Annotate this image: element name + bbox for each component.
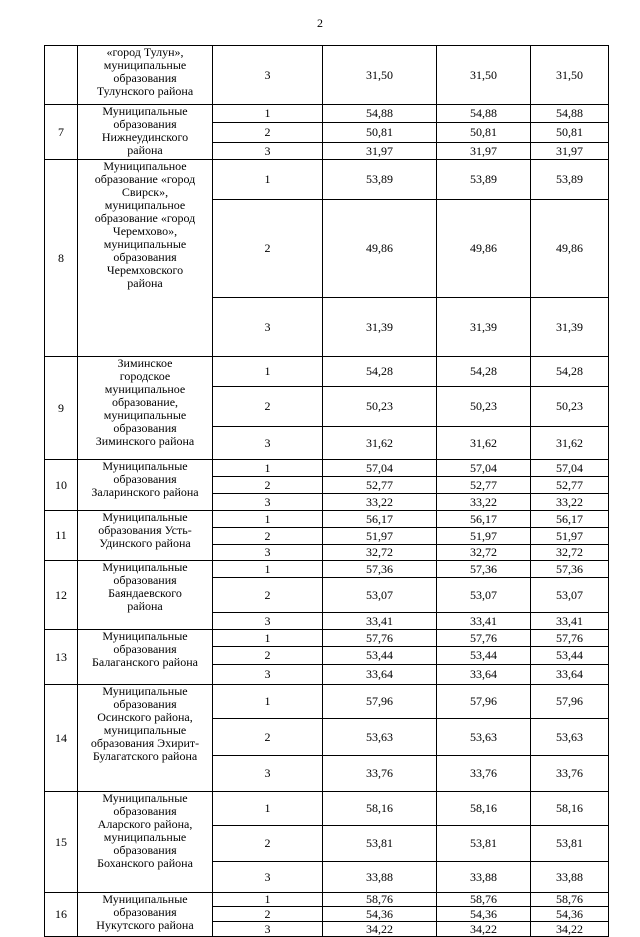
table-row — [45, 893, 609, 907]
value-cell-1: 50,23 — [323, 387, 437, 427]
value-cell-2: 53,81 — [437, 826, 531, 862]
value-cell-3: 49,86 — [531, 200, 609, 298]
value-cell-1: 51,97 — [323, 528, 437, 545]
value-cell-2: 34,22 — [437, 922, 531, 937]
value-cell-1: 49,86 — [323, 200, 437, 298]
zone-cell: 3 — [213, 143, 323, 160]
value-cell-3: 33,41 — [531, 613, 609, 630]
municipality-name: Муниципальные образования Усть- Удинского района — [78, 511, 213, 561]
row-number: 13 — [45, 630, 78, 685]
value-cell-1: 33,64 — [323, 665, 437, 685]
value-cell-1: 57,04 — [323, 460, 437, 477]
value-cell-3: 51,97 — [531, 528, 609, 545]
row-number: 11 — [45, 511, 78, 561]
table-body — [45, 46, 609, 937]
value-cell-3: 57,96 — [531, 685, 609, 719]
value-cell-2: 33,41 — [437, 613, 531, 630]
value-cell-1: 31,97 — [323, 143, 437, 160]
zone-cell: 3 — [213, 298, 323, 357]
value-cell-2: 50,81 — [437, 123, 531, 143]
zone-cell: 3 — [213, 862, 323, 893]
value-cell-3: 54,88 — [531, 105, 609, 123]
municipality-name: Муниципальные образования Аларского района, муниципальные образования Боханского района — [78, 792, 213, 893]
value-cell-2: 53,07 — [437, 578, 531, 613]
row-number — [45, 46, 78, 105]
value-cell-3: 53,07 — [531, 578, 609, 613]
value-cell-3: 32,72 — [531, 545, 609, 561]
value-cell-1: 34,22 — [323, 922, 437, 937]
value-cell-3: 31,50 — [531, 46, 609, 105]
zone-cell: 3 — [213, 545, 323, 561]
row-number: 12 — [45, 561, 78, 630]
value-cell-3: 57,76 — [531, 630, 609, 647]
value-cell-3: 53,44 — [531, 647, 609, 665]
value-cell-2: 53,63 — [437, 719, 531, 756]
value-cell-1: 58,76 — [323, 893, 437, 907]
value-cell-1: 54,28 — [323, 357, 437, 387]
value-cell-2: 51,97 — [437, 528, 531, 545]
value-cell-2: 52,77 — [437, 477, 531, 494]
zone-cell: 1 — [213, 460, 323, 477]
municipality-name: «город Тулун», муниципальные образования Тулунского района — [78, 46, 213, 105]
zone-cell: 3 — [213, 46, 323, 105]
municipality-name: Муниципальные образования Заларинского района — [78, 460, 213, 511]
value-cell-1: 32,72 — [323, 545, 437, 561]
zone-cell: 3 — [213, 427, 323, 460]
zone-cell: 2 — [213, 719, 323, 756]
table-row — [45, 561, 609, 578]
value-cell-2: 50,23 — [437, 387, 531, 427]
municipality-name: Муниципальные образования Осинского района, муниципальные образования Эхирит- Булагатского района — [78, 685, 213, 792]
zone-cell: 1 — [213, 357, 323, 387]
value-cell-2: 33,76 — [437, 756, 531, 792]
value-cell-2: 33,88 — [437, 862, 531, 893]
value-cell-3: 50,23 — [531, 387, 609, 427]
municipality-name: Муниципальные образования Баяндаевского района — [78, 561, 213, 630]
table-row — [45, 792, 609, 826]
zone-cell: 2 — [213, 647, 323, 665]
value-cell-3: 58,76 — [531, 893, 609, 907]
value-cell-1: 53,81 — [323, 826, 437, 862]
value-cell-3: 57,36 — [531, 561, 609, 578]
row-number: 16 — [45, 893, 78, 937]
value-cell-1: 58,16 — [323, 792, 437, 826]
table-row — [45, 630, 609, 647]
value-cell-2: 32,72 — [437, 545, 531, 561]
value-cell-2: 53,89 — [437, 160, 531, 200]
value-cell-3: 53,89 — [531, 160, 609, 200]
table-row — [45, 160, 609, 200]
value-cell-3: 33,88 — [531, 862, 609, 893]
value-cell-1: 53,07 — [323, 578, 437, 613]
value-cell-1: 33,76 — [323, 756, 437, 792]
value-cell-1: 33,41 — [323, 613, 437, 630]
value-cell-2: 58,16 — [437, 792, 531, 826]
value-cell-2: 54,36 — [437, 907, 531, 922]
municipality-name: Муниципальное образование «город Свирск», муниципальное образование «город Черемхово», муниципальные образования Черемховского района — [78, 160, 213, 357]
zone-cell: 3 — [213, 665, 323, 685]
value-cell-3: 58,16 — [531, 792, 609, 826]
value-cell-1: 31,50 — [323, 46, 437, 105]
municipality-name: Муниципальные образования Нижнеудинского района — [78, 105, 213, 160]
value-cell-2: 31,50 — [437, 46, 531, 105]
value-cell-2: 56,17 — [437, 511, 531, 528]
zone-cell: 1 — [213, 792, 323, 826]
zone-cell: 2 — [213, 477, 323, 494]
value-cell-1: 31,39 — [323, 298, 437, 357]
value-cell-3: 31,62 — [531, 427, 609, 460]
municipality-name: Зиминское городское муниципальное образование, муниципальные образования Зиминского района — [78, 357, 213, 460]
value-cell-2: 53,44 — [437, 647, 531, 665]
value-cell-2: 58,76 — [437, 893, 531, 907]
value-cell-2: 57,96 — [437, 685, 531, 719]
tariff-table — [44, 45, 609, 937]
value-cell-1: 57,96 — [323, 685, 437, 719]
zone-cell: 3 — [213, 756, 323, 792]
value-cell-3: 53,63 — [531, 719, 609, 756]
row-number: 8 — [45, 160, 78, 357]
value-cell-3: 54,36 — [531, 907, 609, 922]
value-cell-2: 57,76 — [437, 630, 531, 647]
value-cell-3: 54,28 — [531, 357, 609, 387]
value-cell-1: 31,62 — [323, 427, 437, 460]
value-cell-1: 56,17 — [323, 511, 437, 528]
value-cell-3: 31,97 — [531, 143, 609, 160]
zone-cell: 2 — [213, 528, 323, 545]
value-cell-3: 56,17 — [531, 511, 609, 528]
value-cell-1: 54,88 — [323, 105, 437, 123]
page-number: 2 — [317, 16, 323, 30]
table-row — [45, 511, 609, 528]
table-row — [45, 685, 609, 719]
zone-cell: 1 — [213, 630, 323, 647]
zone-cell: 1 — [213, 561, 323, 578]
value-cell-2: 31,97 — [437, 143, 531, 160]
row-number: 14 — [45, 685, 78, 792]
value-cell-1: 53,89 — [323, 160, 437, 200]
table-row — [45, 357, 609, 387]
zone-cell: 2 — [213, 123, 323, 143]
zone-cell: 3 — [213, 613, 323, 630]
row-number: 9 — [45, 357, 78, 460]
zone-cell: 2 — [213, 907, 323, 922]
value-cell-3: 52,77 — [531, 477, 609, 494]
municipality-name: Муниципальные образования Балаганского района — [78, 630, 213, 685]
value-cell-2: 54,88 — [437, 105, 531, 123]
value-cell-3: 33,22 — [531, 494, 609, 511]
value-cell-2: 31,62 — [437, 427, 531, 460]
zone-cell: 1 — [213, 160, 323, 200]
table-row — [45, 46, 609, 105]
row-number: 7 — [45, 105, 78, 160]
zone-cell: 1 — [213, 893, 323, 907]
value-cell-2: 49,86 — [437, 200, 531, 298]
value-cell-3: 57,04 — [531, 460, 609, 477]
value-cell-1: 50,81 — [323, 123, 437, 143]
table-row — [45, 460, 609, 477]
value-cell-2: 31,39 — [437, 298, 531, 357]
value-cell-1: 53,44 — [323, 647, 437, 665]
value-cell-2: 33,64 — [437, 665, 531, 685]
municipality-name: Муниципальные образования Нукутского района — [78, 893, 213, 937]
zone-cell: 3 — [213, 922, 323, 937]
table-row — [45, 105, 609, 123]
zone-cell: 2 — [213, 200, 323, 298]
value-cell-2: 57,04 — [437, 460, 531, 477]
zone-cell: 2 — [213, 578, 323, 613]
value-cell-2: 54,28 — [437, 357, 531, 387]
value-cell-3: 33,64 — [531, 665, 609, 685]
row-number: 10 — [45, 460, 78, 511]
value-cell-1: 54,36 — [323, 907, 437, 922]
value-cell-1: 52,77 — [323, 477, 437, 494]
zone-cell: 3 — [213, 494, 323, 511]
value-cell-3: 34,22 — [531, 922, 609, 937]
zone-cell: 1 — [213, 685, 323, 719]
zone-cell: 2 — [213, 387, 323, 427]
value-cell-1: 57,76 — [323, 630, 437, 647]
value-cell-3: 50,81 — [531, 123, 609, 143]
value-cell-1: 53,63 — [323, 719, 437, 756]
value-cell-3: 31,39 — [531, 298, 609, 357]
value-cell-2: 57,36 — [437, 561, 531, 578]
value-cell-1: 33,88 — [323, 862, 437, 893]
zone-cell: 1 — [213, 511, 323, 528]
row-number: 15 — [45, 792, 78, 893]
zone-cell: 2 — [213, 826, 323, 862]
value-cell-1: 33,22 — [323, 494, 437, 511]
value-cell-3: 33,76 — [531, 756, 609, 792]
value-cell-3: 53,81 — [531, 826, 609, 862]
zone-cell: 1 — [213, 105, 323, 123]
value-cell-2: 33,22 — [437, 494, 531, 511]
value-cell-1: 57,36 — [323, 561, 437, 578]
